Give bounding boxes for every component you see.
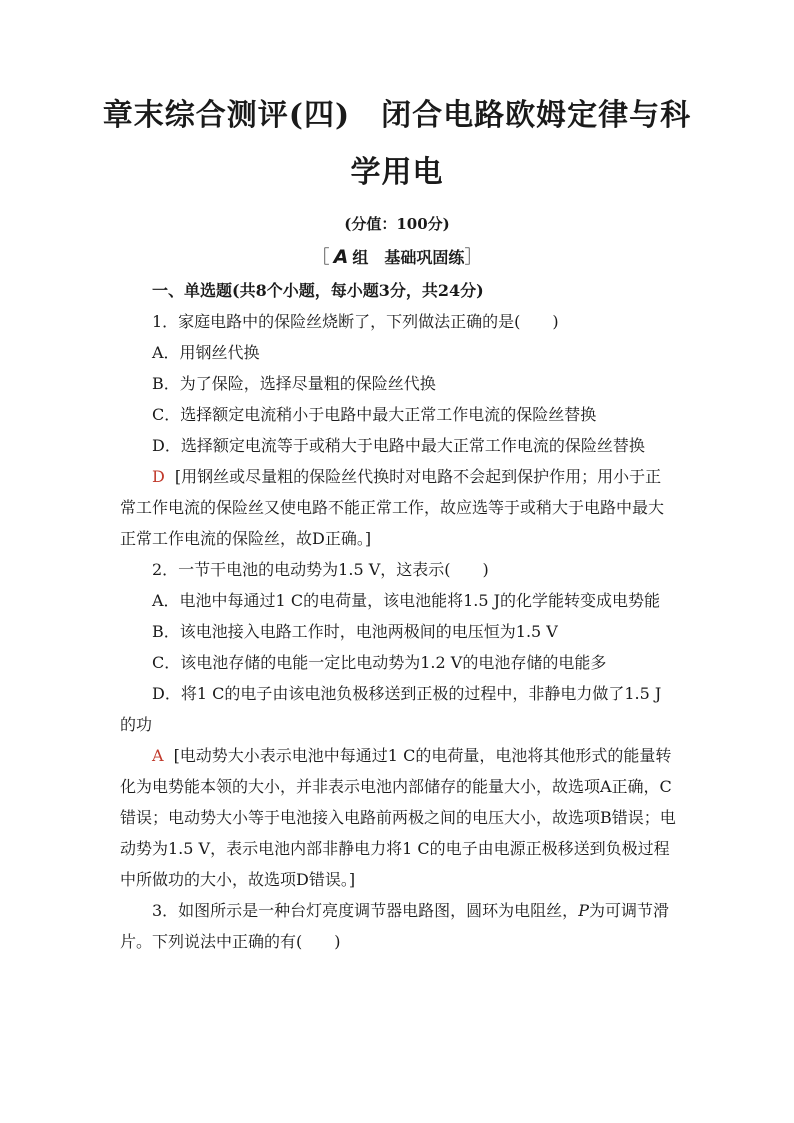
question-2-solution: [120, 740, 676, 895]
question-2-option-c: C．该电池存储的电能一定比电动势为1.2 V的电池存储的电能多: [152, 653, 607, 672]
question-2-option-a: A．电池中每通过1 C的电荷量，该电池能将1.5 J的化学能转变成电势能: [152, 591, 661, 610]
title-line-1: 章末综合测评(四) 闭合电路欧姆定律与科: [102, 98, 692, 133]
group-label: 组 基础巩固练: [352, 248, 465, 267]
question-3-stem: [120, 895, 676, 957]
question-3-stem-end: 为可调节滑片。下列说法中正确的有( ): [120, 901, 669, 951]
question-2-stem: 2．一节干电池的电动势为1.5 V，这表示( ): [152, 560, 489, 579]
question-3-stem-start: 3．如图所示是一种台灯亮度调节器电路图，圆环为电阻丝，: [152, 901, 579, 920]
question-1-option-d: D．选择额定电流等于或稍大于电路中最大正常工作电流的保险丝替换: [152, 436, 645, 455]
question-1-solution: [120, 461, 676, 554]
group-heading: [0, 243, 794, 269]
section-heading: 一、单选题(共8个小题，每小题3分，共24分): [152, 281, 484, 300]
question-3-variable: P: [578, 901, 589, 920]
bracket-open: ［: [311, 247, 330, 268]
question-1-explanation: [用钢丝或尽量粗的保险丝代换时对电路不会起到保护作用；用小于正常工作电流的保险丝又使电路不能正常工作，故应选等于或稍大于电路中最大正常工作电流的保险丝，故D正确。]: [120, 467, 665, 548]
question-2-option-b: B．该电池接入电路工作时，电池两极间的电压恒为1.5 V: [152, 622, 558, 641]
score-note: (分值：100分): [344, 215, 450, 233]
question-1-option-b: B．为了保险，选择尽量粗的保险丝代换: [152, 374, 436, 393]
question-2-answer: A: [152, 746, 164, 765]
title-line-2: 学用电: [350, 155, 444, 190]
question-1-option-a: A．用钢丝代换: [152, 343, 260, 362]
question-2-option-d: D．将1 C的电子由该电池负极移送到正极的过程中，非静电力做了1.5 J的功: [120, 684, 662, 734]
document-body: [120, 275, 676, 957]
group-letter-logo: A: [333, 246, 349, 268]
bracket-close: ］: [464, 247, 483, 268]
question-2-explanation: [电动势大小表示电池中每通过1 C的电荷量，电池将其他形式的能量转化为电势能本领的大小，并非表示电池内部储存的能量大小，故选项A正确，C错误；电动势大小等于电池接入电路前两极之间的电压大小，故选项B错误；电动势为1.5 V，表示电池内部非静电力将1 C的电子由电源正极移送到负极过程中所做功的大小，故选项D错误。]: [120, 746, 676, 889]
question-1-stem: 1．家庭电路中的保险丝烧断了，下列做法正确的是( ): [152, 312, 559, 331]
question-1-answer: D: [152, 467, 165, 486]
question-1-option-c: C．选择额定电流稍小于电路中最大正常工作电流的保险丝替换: [152, 405, 597, 424]
